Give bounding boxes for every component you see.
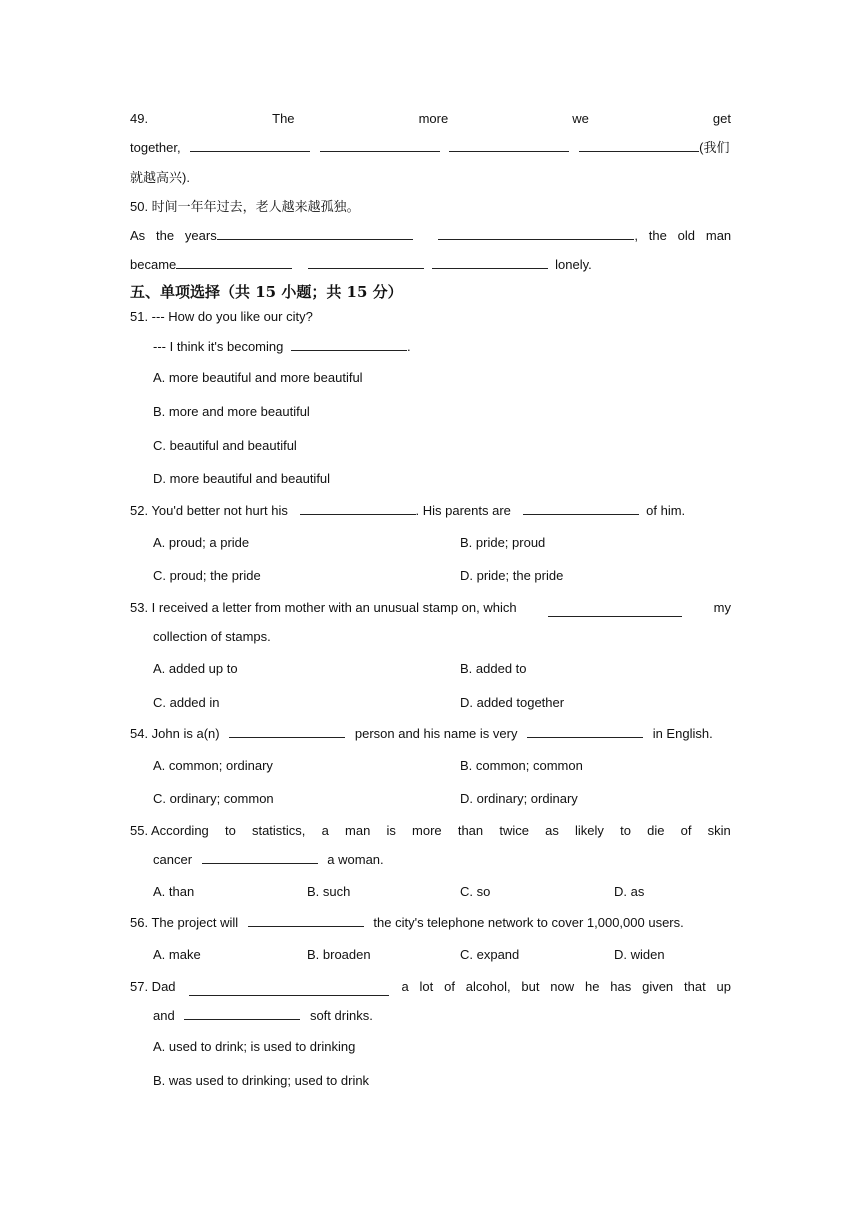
q49-line2-start: together, [130, 140, 181, 155]
answer-blank[interactable] [449, 139, 569, 152]
q55-word: 55. According [130, 823, 209, 838]
q55-word: is [386, 823, 396, 838]
q49-word: The [272, 111, 295, 126]
option[interactable]: A. used to drink; is used to drinking [153, 1039, 356, 1054]
q56-stem-b: the city's telephone network to cover 1,000,000 users. [373, 915, 684, 930]
q55-word: skin [707, 823, 731, 838]
q49-word: 49. [130, 111, 149, 126]
q53-stem-b: my [713, 600, 731, 615]
answer-blank[interactable] [291, 338, 407, 351]
answer-blank[interactable] [300, 502, 416, 515]
q55-stem [130, 822, 731, 840]
q51-stem2-end: . [406, 339, 411, 354]
answer-blank[interactable] [184, 1007, 300, 1020]
q49-word: get [712, 111, 731, 126]
answer-blank[interactable] [202, 851, 318, 864]
q53-stem-a: 53. I received a letter from mother with an unusual stamp on, which [130, 600, 517, 615]
answer-blank[interactable] [523, 502, 639, 515]
q49-line2-end: (我们 [699, 140, 730, 155]
option[interactable]: B. added to [460, 661, 527, 676]
q52-stem-a: 52. You'd better not hurt his [130, 503, 288, 518]
q55-word: of [680, 823, 692, 838]
q49-word: more [418, 111, 449, 126]
q55-word: to [224, 823, 236, 838]
option[interactable]: C. so [460, 884, 491, 899]
answer-blank[interactable] [432, 256, 548, 269]
q50-line1 [130, 227, 731, 245]
option[interactable]: C. ordinary; common [153, 791, 274, 806]
q53-stem [130, 599, 731, 617]
q57-stem2-start: and [153, 1008, 175, 1023]
option[interactable]: D. more beautiful and beautiful [153, 471, 331, 486]
answer-blank[interactable] [527, 725, 643, 738]
q50-line2-end: lonely. [555, 257, 592, 272]
q55-word: statistics, [251, 823, 306, 838]
q57-stem2 [153, 1007, 373, 1025]
section-heading: 五、单项选择（共 15 小题；共 15 分） [130, 283, 403, 301]
q55-word: to [620, 823, 631, 838]
q56-stem [130, 914, 684, 932]
q55-stem2-end: a woman. [327, 852, 384, 867]
q53-stem2: collection of stamps. [153, 629, 271, 644]
q57-stem [130, 978, 731, 996]
answer-blank[interactable] [308, 256, 424, 269]
q50-prompt: 50. 时间一年年过去，老人越来越孤独。 [130, 199, 360, 214]
q55-stem2 [153, 851, 384, 869]
q55-word: than [457, 823, 484, 838]
answer-blank[interactable] [229, 725, 345, 738]
option[interactable]: C. proud; the pride [153, 568, 261, 583]
q51-stem: 51. --- How do you like our city? [130, 309, 313, 324]
option[interactable]: D. added together [460, 695, 565, 710]
q49-line3: 就越高兴). [130, 170, 190, 185]
option[interactable]: A. more beautiful and more beautiful [153, 370, 363, 385]
option[interactable]: A. added up to [153, 661, 238, 676]
option[interactable]: B. broaden [307, 947, 371, 962]
option[interactable]: B. was used to drinking; used to drink [153, 1073, 370, 1088]
option[interactable]: C. added in [153, 695, 220, 710]
answer-blank[interactable] [217, 227, 413, 240]
option[interactable]: B. pride; proud [460, 535, 546, 550]
q55-word: more [412, 823, 442, 838]
q57-stem2-end: soft drinks. [309, 1008, 373, 1023]
answer-blank[interactable] [248, 914, 364, 927]
q55-word: twice [499, 823, 529, 838]
option[interactable]: A. make [153, 947, 201, 962]
q52-stem [130, 502, 685, 520]
option[interactable]: B. more and more beautiful [153, 404, 310, 419]
answer-blank[interactable] [190, 139, 310, 152]
q55-word: as [545, 823, 559, 838]
q54-stem-b: person and his name is very [354, 726, 518, 741]
option[interactable]: D. widen [614, 947, 665, 962]
q49-line2 [130, 139, 729, 157]
q56-stem-a: 56. The project will [130, 915, 239, 930]
answer-blank[interactable] [320, 139, 440, 152]
option[interactable]: A. proud; a pride [153, 535, 250, 550]
q55-word: likely [575, 823, 604, 838]
q54-stem [130, 725, 713, 743]
q52-stem-b: . His parents are [415, 503, 511, 518]
answer-blank[interactable] [438, 227, 634, 240]
q49-line1 [130, 110, 731, 128]
q57-stem-b: a lot of alcohol, but now he has given that up [401, 979, 731, 994]
q50-line1-start: As the years [130, 228, 217, 243]
q52-stem-c: of him. [646, 503, 686, 518]
q49-word: we [572, 111, 589, 126]
option[interactable]: A. than [153, 884, 195, 899]
answer-blank[interactable] [189, 983, 389, 996]
q55-stem2-start: cancer [153, 852, 193, 867]
q54-stem-a: 54. John is a(n) [130, 726, 220, 741]
q50-line1-end: , the old man [634, 228, 732, 243]
option[interactable]: D. pride; the pride [460, 568, 564, 583]
q55-word: a [321, 823, 329, 838]
option[interactable]: C. beautiful and beautiful [153, 438, 297, 453]
q50-line2-start: became [130, 257, 177, 272]
option[interactable]: C. expand [460, 947, 520, 962]
option[interactable]: B. common; common [460, 758, 583, 773]
q55-word: die [647, 823, 665, 838]
answer-blank[interactable] [548, 604, 682, 617]
q51-stem2-start: --- I think it's becoming [153, 339, 284, 354]
option[interactable]: D. as [614, 884, 645, 899]
answer-blank[interactable] [176, 256, 292, 269]
option[interactable]: B. such [307, 884, 351, 899]
q55-word: man [345, 823, 371, 838]
q51-stem2 [153, 338, 411, 356]
q50-line2 [130, 256, 592, 274]
answer-blank[interactable] [579, 139, 699, 152]
option[interactable]: A. common; ordinary [153, 758, 273, 773]
q54-stem-c: in English. [652, 726, 713, 741]
option[interactable]: D. ordinary; ordinary [460, 791, 578, 806]
q57-stem-a: 57. Dad [130, 979, 176, 994]
